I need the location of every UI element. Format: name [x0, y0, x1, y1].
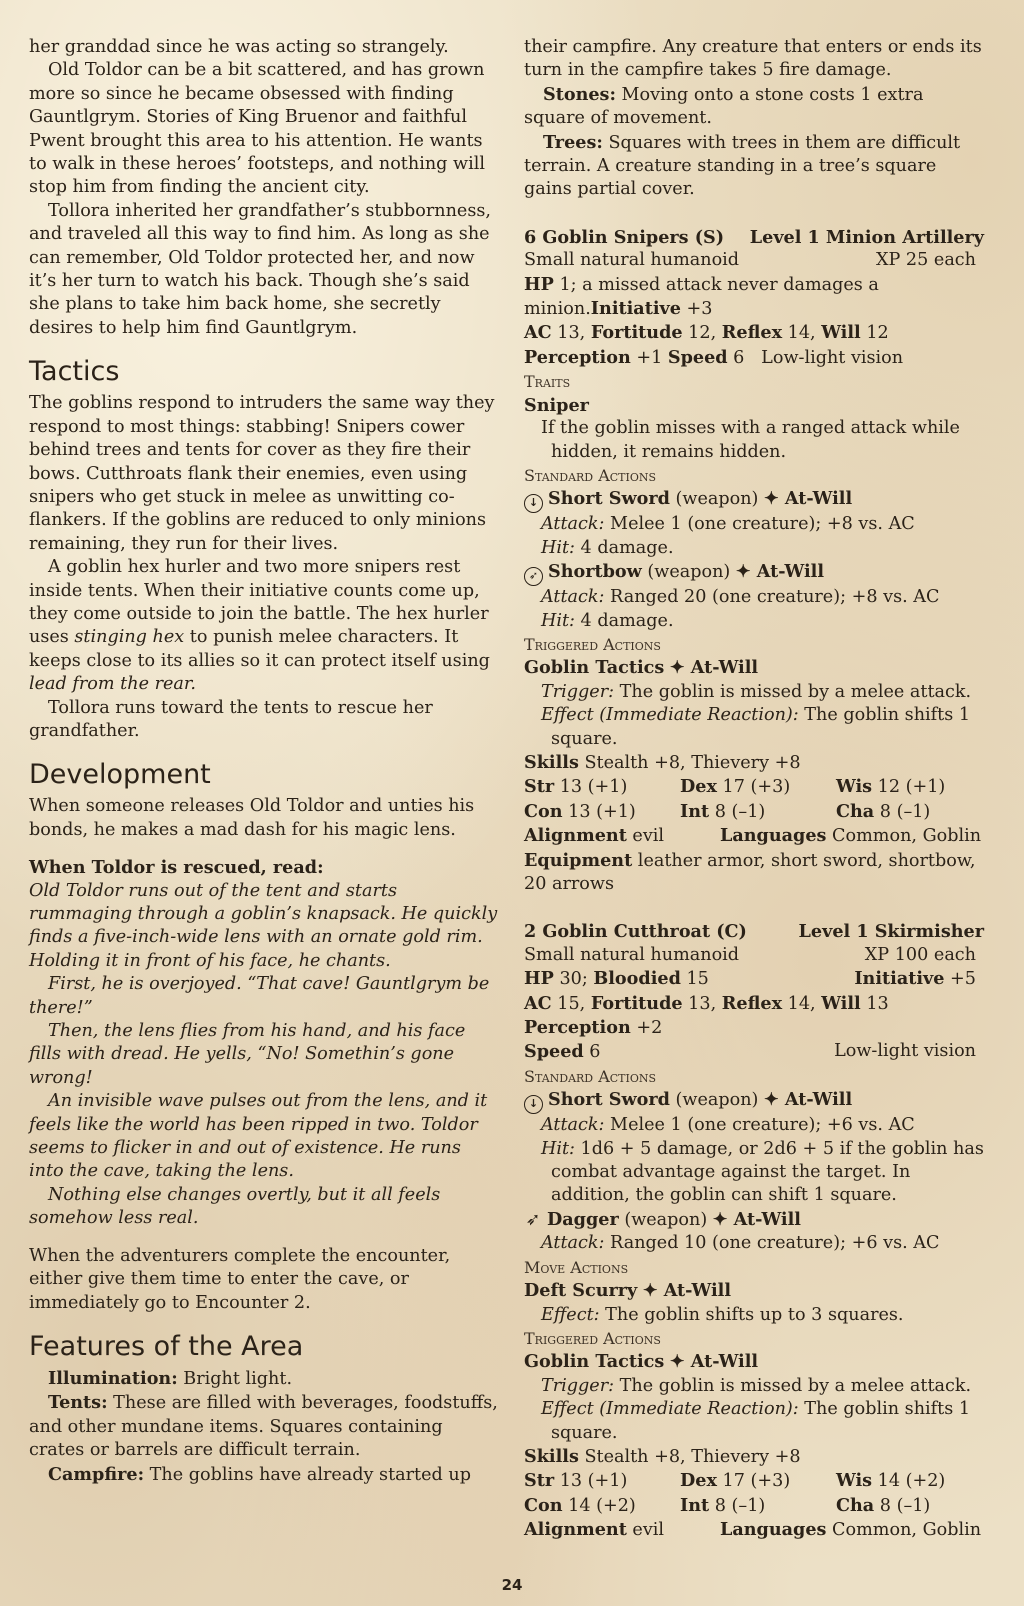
hp-line: HP 1; a missed attack never damages a minion.Initiative +3 — [524, 273, 879, 320]
defenses-line: AC 15, Fortitude 13, Reflex 14, Will 13 — [524, 992, 889, 1014]
section-traits: Traits — [524, 372, 571, 392]
power-short-sword: ↓ Short Sword (weapon) ✦ At-Will — [524, 1088, 984, 1114]
attack-line: Attack: Ranged 20 (one creature); +8 vs. AC — [541, 587, 940, 608]
feature-stones: Stones: Moving onto a stone costs 1 extra square of movement. — [524, 83, 924, 129]
paragraph: her granddad since he was acting so strangely. — [29, 37, 449, 57]
power-short-sword: ↓ Short Sword (weapon) ✦ At-Will — [524, 487, 984, 513]
trait-name: Sniper — [524, 394, 589, 416]
skills-line: Skills Stealth +8, Thievery +8 — [524, 751, 801, 773]
stat-block-title: 2 Goblin Cutthroat (C) Level 1 Skirmisher — [524, 921, 984, 943]
stat-block-title: 6 Goblin Snipers (S) Level 1 Minion Artillery — [524, 226, 984, 248]
features-heading: Features of the Area — [29, 1330, 304, 1362]
paragraph: Tollora inherited her grandfather’s stubbornness, and traveled all this way to find him. As long as she can remember, Old Toldor protected her, and now it’s her turn to watch his back. Though she’s said she plans to take him back home, she secretly desires to help him find Gauntlgrym. — [29, 200, 491, 338]
effect-line: Effect: The goblin shifts up to 3 squares. — [541, 1304, 904, 1325]
power-name-stinging-hex: stinging hex — [74, 627, 185, 648]
hit-line: Hit: 4 damage. — [541, 610, 674, 631]
power-dagger: ➶ Dagger (weapon) ✦ At-Will — [524, 1208, 984, 1232]
section-move-actions: Move Actions — [524, 1257, 629, 1277]
paragraph: Tollora runs toward the tents to rescue her grandfather. — [29, 697, 433, 741]
creature-type-row: Small natural humanoid XP 100 each — [524, 944, 976, 965]
power-deft-scurry: Deft Scurry ✦ At-Will — [524, 1280, 732, 1302]
read-aloud-text: Old Toldor runs out of the tent and starts rummaging through a goblin’s knapsack. He quickly finds a five-inch-wide lens with an ornate gold rim. Holding it in front of his face, he chants. — [29, 880, 498, 971]
perception-line: Perception +2 — [524, 1017, 663, 1039]
section-triggered-actions: Triggered Actions — [524, 1328, 661, 1348]
skills-line: Skills Stealth +8, Thievery +8 — [524, 1445, 801, 1467]
power-goblin-tactics: Goblin Tactics ✦ At-Will — [524, 657, 759, 679]
ability-row: Con 13 (+1) Int 8 (–1) Cha 8 (–1) — [524, 800, 931, 822]
creature-type-row: Small natural humanoid XP 25 each — [524, 250, 976, 271]
feature-tents: Tents: These are filled with beverages, foodstuffs, and other mundane items. Squares containing crates or barrels are difficult terrain. — [29, 1392, 498, 1461]
ability-row: Str 13 (+1) Dex 17 (+3) Wis 14 (+2) — [524, 1470, 946, 1492]
ranged-icon: ➶ — [525, 1209, 541, 1230]
defenses-line: AC 13, Fortitude 12, Reflex 14, Will 12 — [524, 322, 889, 344]
melee-basic-icon: ↓ — [524, 1095, 543, 1114]
trigger-line: Trigger: The goblin is missed by a melee attack. — [541, 681, 972, 702]
ability-row: Con 14 (+2) Int 8 (–1) Cha 8 (–1) — [524, 1494, 931, 1516]
alignment-row: Alignment evil Languages Common, Goblin — [524, 825, 982, 847]
read-aloud-heading: When Toldor is rescued, read: — [29, 857, 324, 879]
power-shortbow: ➶ Shortbow (weapon) ✦ At-Will — [524, 560, 984, 586]
feature-trees: Trees: Squares with trees in them are difficult terrain. A creature standing in a tree’s square gains partial cover. — [524, 131, 961, 200]
attack-line: Attack: Melee 1 (one creature); +8 vs. AC — [541, 514, 915, 535]
paragraph: The goblins respond to intruders the same way they respond to most things: stabbing! Snipers cower behind trees and tents for cover as they fire their bows. Cutthroats flank their enemies, even using snipers who get stuck in melee as unwitting co-flankers. If the goblins are reduced to only minions remaining, they run for their lives. — [29, 393, 495, 554]
paragraph: their campfire. Any creature that enters or ends its turn in the campfire takes 5 fire damage. — [524, 37, 982, 81]
paragraph: When someone releases Old Toldor and unties his bonds, he makes a mad dash for his magic lens. — [29, 796, 475, 840]
perception-line: Perception +1 Speed 6 Low-light vision — [524, 346, 904, 368]
trigger-line: Trigger: The goblin is missed by a melee attack. — [541, 1375, 972, 1396]
tactics-heading: Tactics — [29, 356, 120, 388]
power-goblin-tactics: Goblin Tactics ✦ At-Will — [524, 1351, 759, 1373]
read-aloud-text: First, he is overjoyed. “That cave! Gauntlgrym be there!” — [29, 974, 490, 1018]
melee-basic-icon: ↓ — [524, 494, 543, 513]
paragraph: Old Toldor can be a bit scattered, and has grown more so since he became obsessed with finding Gauntlgrym. Stories of King Bruenor and faithful Pwent brought this area to his attention. He wants to walk in these heroes’ footsteps, and nothing will stop him from finding the ancient city. — [29, 60, 485, 198]
page-number: 24 — [501, 1576, 523, 1594]
right-column — [524, 36, 984, 1543]
hit-line: Hit: 4 damage. — [541, 537, 674, 558]
stat-block-goblin-cutthroat — [524, 920, 984, 1542]
section-standard-actions: Standard Actions — [524, 1066, 657, 1086]
attack-line: Attack: Melee 1 (one creature); +6 vs. AC — [541, 1115, 915, 1136]
left-column — [29, 36, 501, 1487]
paragraph: A goblin hex hurler and two more snipers rest inside tents. When their initiative counts come up, they come outside to join the battle. The hex hurler uses stinging hex to punish melee characters. It keeps close to its allies so it can protect itself using lead from the rear. — [29, 557, 490, 695]
alignment-row: Alignment evil Languages Common, Goblin — [524, 1519, 982, 1541]
power-name-lead-from-rear: lead from the rear. — [29, 674, 196, 695]
feature-campfire: Campfire: The goblins have already started up — [48, 1463, 471, 1485]
hit-line: Hit: 1d6 + 5 damage, or 2d6 + 5 if the goblin has combat advantage against the target. In addition, the goblin can shift 1 square. — [541, 1138, 984, 1206]
development-heading: Development — [29, 759, 211, 791]
equipment-line: Equipment leather armor, short sword, shortbow, 20 arrows — [524, 849, 976, 894]
trait-text: If the goblin misses with a ranged attack while hidden, it remains hidden. — [541, 418, 960, 462]
section-standard-actions: Standard Actions — [524, 465, 657, 485]
ability-row: Str 13 (+1) Dex 17 (+3) Wis 12 (+1) — [524, 776, 946, 798]
read-aloud-text: Then, the lens flies from his hand, and his face fills with dread. He yells, “No! Somethin’s gone wrong! — [29, 1021, 466, 1088]
stat-block-goblin-sniper — [524, 226, 984, 897]
read-aloud-text: An invisible wave pulses out from the lens, and it feels like the world has been ripped in two. Toldor seems to flicker in and out of existence. He runs into the cave, taking the lens. — [29, 1091, 488, 1182]
paragraph: When the adventurers complete the encounter, either give them time to enter the cave, or immediately go to Encounter 2. — [29, 1245, 451, 1313]
ranged-basic-icon: ➶ — [524, 567, 543, 586]
hp-line: HP 30; Bloodied 15 Initiative +5 — [524, 968, 976, 990]
effect-line: Effect (Immediate Reaction): The goblin shifts 1 square. — [541, 1399, 971, 1443]
effect-line: Effect (Immediate Reaction): The goblin shifts 1 square. — [541, 705, 971, 749]
speed-line: Speed 6 Low-light vision — [524, 1041, 976, 1063]
attack-line: Attack: Ranged 10 (one creature); +6 vs. AC — [541, 1233, 940, 1254]
read-aloud-text: Nothing else changes overtly, but it all feels somehow less real. — [29, 1184, 441, 1229]
feature-illumination: Illumination: Bright light. — [48, 1367, 293, 1389]
section-triggered-actions: Triggered Actions — [524, 634, 661, 654]
